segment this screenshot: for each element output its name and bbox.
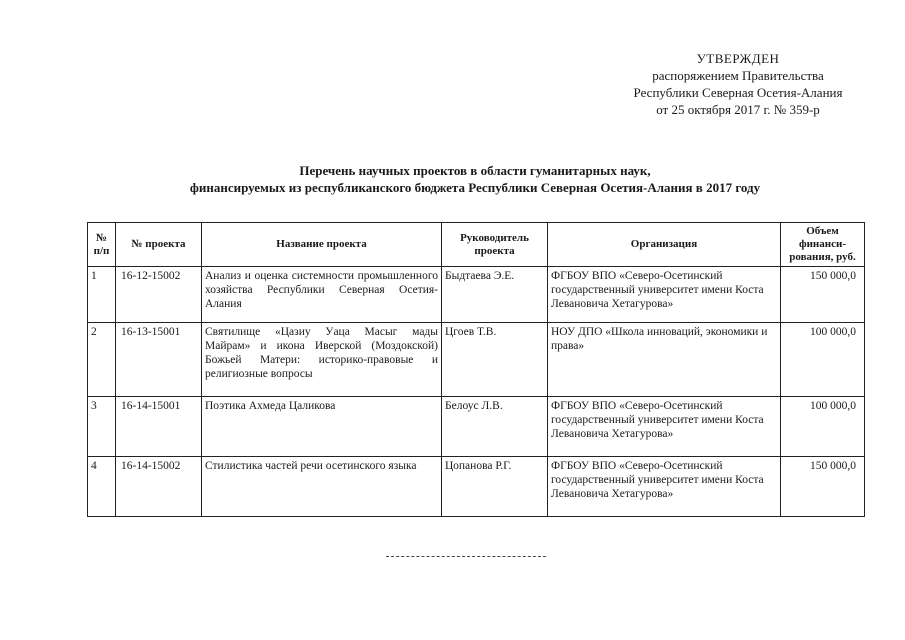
cell-num: 1 xyxy=(88,267,116,323)
approval-stamp xyxy=(618,50,858,118)
approval-date-line: от 25 октября 2017 г. № 359-р xyxy=(656,102,820,117)
table-header-row xyxy=(88,223,865,267)
header-num: № п/п xyxy=(88,223,116,267)
cell-name: Святилище «Цазиу Уаца Масыг мады Майрам» и икона Иверской (Моздокской) Божьей Матери: историко-правовые и религиозные вопросы xyxy=(202,323,442,397)
header-name: Название проекта xyxy=(202,223,442,267)
cell-head: Цопанова Р.Г. xyxy=(442,457,548,517)
cell-amount: 100 000,0 xyxy=(781,397,865,457)
cell-code: 16-14-15002 xyxy=(116,457,202,517)
approval-line: распоряжением Правительства xyxy=(652,68,824,83)
header-head: Руководитель проекта xyxy=(442,223,548,267)
cell-amount: 100 000,0 xyxy=(781,323,865,397)
approval-heading: УТВЕРЖДЕН xyxy=(696,51,780,66)
table-row xyxy=(88,397,865,457)
cell-code: 16-13-15001 xyxy=(116,323,202,397)
cell-name: Анализ и оценка системности промышленного хозяйства Республики Северная Осетия-Алания xyxy=(202,267,442,323)
projects-table xyxy=(87,222,865,517)
cell-amount: 150 000,0 xyxy=(781,457,865,517)
document-title-line: Перечень научных проектов в области гуманитарных наук, xyxy=(299,163,651,178)
table-row xyxy=(88,457,865,517)
cell-num: 4 xyxy=(88,457,116,517)
document-title xyxy=(90,162,860,196)
cell-amount: 150 000,0 xyxy=(781,267,865,323)
cell-head: Белоус Л.В. xyxy=(442,397,548,457)
cell-org: НОУ ДПО «Школа инноваций, экономики и права» xyxy=(548,323,781,397)
cell-num: 3 xyxy=(88,397,116,457)
cell-name: Поэтика Ахмеда Цаликова xyxy=(202,397,442,457)
table-row xyxy=(88,323,865,397)
cell-org: ФГБОУ ВПО «Северо-Осетинский государственный университет имени Коста Левановича Хетагурова» xyxy=(548,397,781,457)
cell-code: 16-14-15001 xyxy=(116,397,202,457)
approval-line: Республики Северная Осетия-Алания xyxy=(633,85,843,100)
closing-separator-line xyxy=(386,556,546,557)
cell-name: Стилистика частей речи осетинского языка xyxy=(202,457,442,517)
header-code: № проекта xyxy=(116,223,202,267)
cell-head: Цгоев Т.В. xyxy=(442,323,548,397)
table-row xyxy=(88,267,865,323)
header-org: Организация xyxy=(548,223,781,267)
cell-num: 2 xyxy=(88,323,116,397)
header-amount: Объем финанси-рования, руб. xyxy=(781,223,865,267)
cell-head: Быдтаева Э.Е. xyxy=(442,267,548,323)
cell-code: 16-12-15002 xyxy=(116,267,202,323)
document-title-line: финансируемых из республиканского бюджета Республики Северная Осетия-Алания в 2017 году xyxy=(189,180,761,195)
cell-org: ФГБОУ ВПО «Северо-Осетинский государственный университет имени Коста Левановича Хетагурова» xyxy=(548,457,781,517)
cell-org: ФГБОУ ВПО «Северо-Осетинский государственный университет имени Коста Левановича Хетагурова» xyxy=(548,267,781,323)
